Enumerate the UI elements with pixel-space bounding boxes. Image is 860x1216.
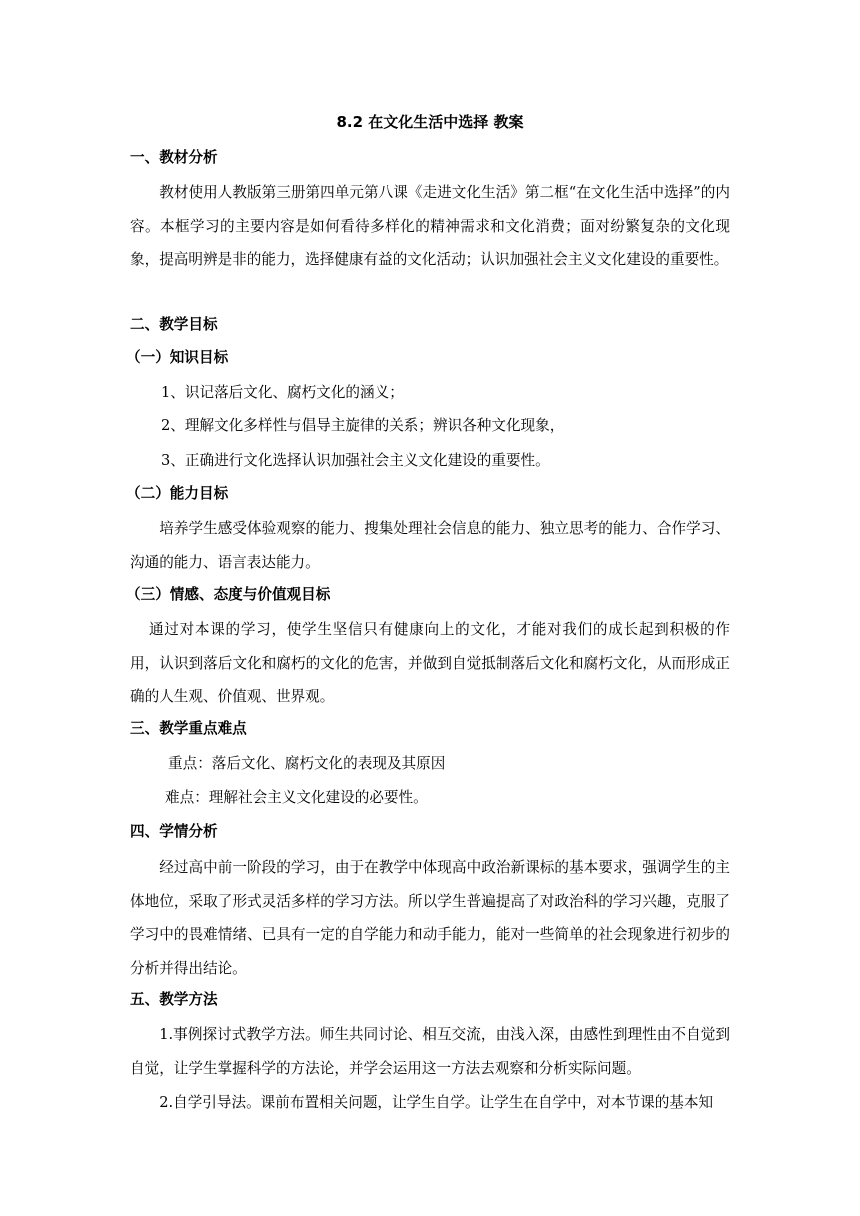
paragraph-method-1: 1.事例探讨式教学方法。师生共同讨论、相互交流，由浅入深，由感性到理性由不自觉到自觉，让学生掌握科学的方法论，并学会运用这一方法去观察和分析实际问题。 <box>130 1026 730 1077</box>
section-heading-methods: 五、教学方法 <box>130 991 218 1008</box>
paragraph-student-analysis: 经过高中前一阶段的学习，由于在教学中体现高中政治新课标的基本要求，强调学生的主体地位，采取了形式灵活多样的学习方法。所以学生普遍提高了对政治科的学习兴趣，克服了学习中的畏难情绪、已具有一定的自学能力和动手能力，能对一些简单的社会现象进行初步的分析并得出结论。 <box>130 859 730 977</box>
section-heading-key-points: 三、教学重点难点 <box>130 720 247 737</box>
paragraph-method-2: 2.自学引导法。课前布置相关问题，让学生自学。让学生在自学中，对本节课的基本知 <box>159 1094 714 1111</box>
goal-item-1: 1、识记落后文化、腐朽文化的涵义； <box>161 384 404 401</box>
subheading-emotion-goals: （三）情感、态度与价值观目标 <box>126 586 331 603</box>
section-heading-student-analysis: 四、学情分析 <box>130 823 218 840</box>
paragraph-emotion-goals: 通过对本课的学习，使学生坚信只有健康向上的文化，才能对我们的成长起到积极的作用，认识到落后文化和腐朽的文化的危害，并做到自觉抵制落后文化和腐朽文化，从而形成正确的人生观、价值观、世界观。 <box>130 621 730 705</box>
difficult-point: 难点：理解社会主义文化建设的必要性。 <box>165 789 428 806</box>
section-heading-analysis: 一、教材分析 <box>130 149 218 166</box>
subheading-ability-goals: （二）能力目标 <box>126 485 229 502</box>
goal-item-2: 2、理解文化多样性与倡导主旋律的关系；辨识各种文化现象， <box>161 417 565 434</box>
document-title: 8.2 在文化生活中选择 教案 <box>336 113 524 131</box>
paragraph-textbook-analysis: 教材使用人教版第三册第四单元第八课《走进文化生活》第二框“在文化生活中选择”的内容。本框学习的主要内容是如何看待多样化的精神需求和文化消费；面对纷繁复杂的文化现象，提高明辨是非的能力，选择健康有益的文化活动；认识加强社会主义文化建设的重要性。 <box>130 184 730 268</box>
paragraph-ability-goals: 培养学生感受体验观察的能力、搜集处理社会信息的能力、独立思考的能力、合作学习、沟通的能力、语言表达能力。 <box>130 520 730 571</box>
goal-item-3: 3、正确进行文化选择认识加强社会主义文化建设的重要性。 <box>161 452 550 469</box>
key-point: 重点：落后文化、腐朽文化的表现及其原因 <box>168 755 446 772</box>
subheading-knowledge-goals: （一）知识目标 <box>126 349 229 366</box>
section-heading-goals: 二、教学目标 <box>130 316 218 333</box>
